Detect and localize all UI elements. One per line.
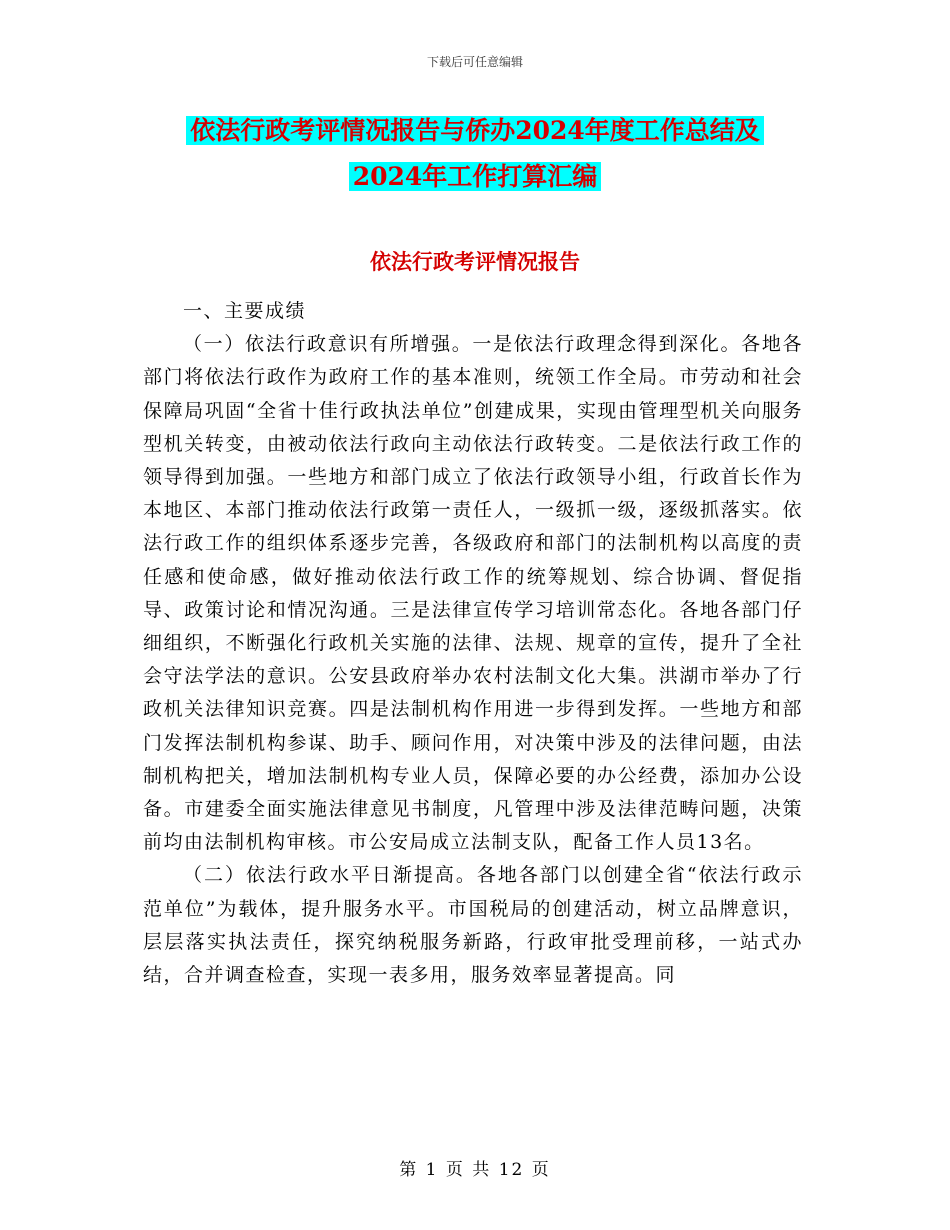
- page-number: 1: [425, 1160, 439, 1180]
- footer-prefix: 第: [399, 1160, 419, 1180]
- total-pages: 12: [498, 1160, 525, 1180]
- footer-suffix: 页: [531, 1160, 551, 1180]
- heading-achievements: 一、主要成绩: [183, 300, 307, 322]
- title-line-1: 依法行政考评情况报告与侨办2024年度工作总结及: [186, 116, 764, 145]
- paragraph-1: （一）依法行政意识有所增强。一是依法行政理念得到深化。各地各部门将依法行政作为政府工作的基本准则，统领工作全局。市劳动和社会保障局巩固“全省十佳行政执法单位”创建成果，实现由管理型机关向服务型机关转变，由被动依法行政向主动依法行政转变。二是依法行政工作的领导得到加强。一些地方和部门成立了依法行政领导小组，行政首长作为本地区、本部门推动依法行政第一责任人，一级抓一级，逐级抓落实。依法行政工作的组织体系逐步完善，各级政府和部门的法制机构以高度的责任感和使命感，做好推动依法行政工作的统筹规划、综合协调、督促指导、政策讨论和情况沟通。三是法律宣传学习培训常态化。各地各部门仔细组织，不断强化行政机关实施的法律、法规、规章的宣传，提升了全社会守法学法的意识。公安县政府举办农村法制文化大集。洪湖市举办了行政机关法律知识竞赛。四是法制机构作用进一步得到发挥。一些地方和部门发挥法制机构参谋、助手、顾问作用，对决策中涉及的法律问题，由法制机构把关，增加法制机构专业人员，保障必要的办公经费，添加办公设备。市建委全面实施法律意见书制度，凡管理中涉及法律范畴问题，决策前均由法制机构审核。市公安局成立法制支队，配备工作人员13名。: [143, 333, 803, 854]
- paragraph-2: （二）依法行政水平日渐提高。各地各部门以创建全省“依法行政示范单位”为载体，提升服务水平。市国税局的创建活动，树立品牌意识，层层落实执法责任，探究纳税服务新路，行政审批受理前移，一站式办结，合并调查检查，实现一表多用，服务效率显著提高。同: [143, 864, 803, 987]
- body-text: [143, 295, 803, 992]
- document-title: [0, 108, 950, 200]
- page-footer: [0, 1155, 950, 1180]
- title-line-2: 2024年工作打算汇编: [349, 162, 602, 191]
- footer-middle: 页 共: [445, 1160, 492, 1180]
- header-note: 下载后可任意编辑: [426, 55, 523, 69]
- section-title: 依法行政考评情况报告: [370, 249, 580, 274]
